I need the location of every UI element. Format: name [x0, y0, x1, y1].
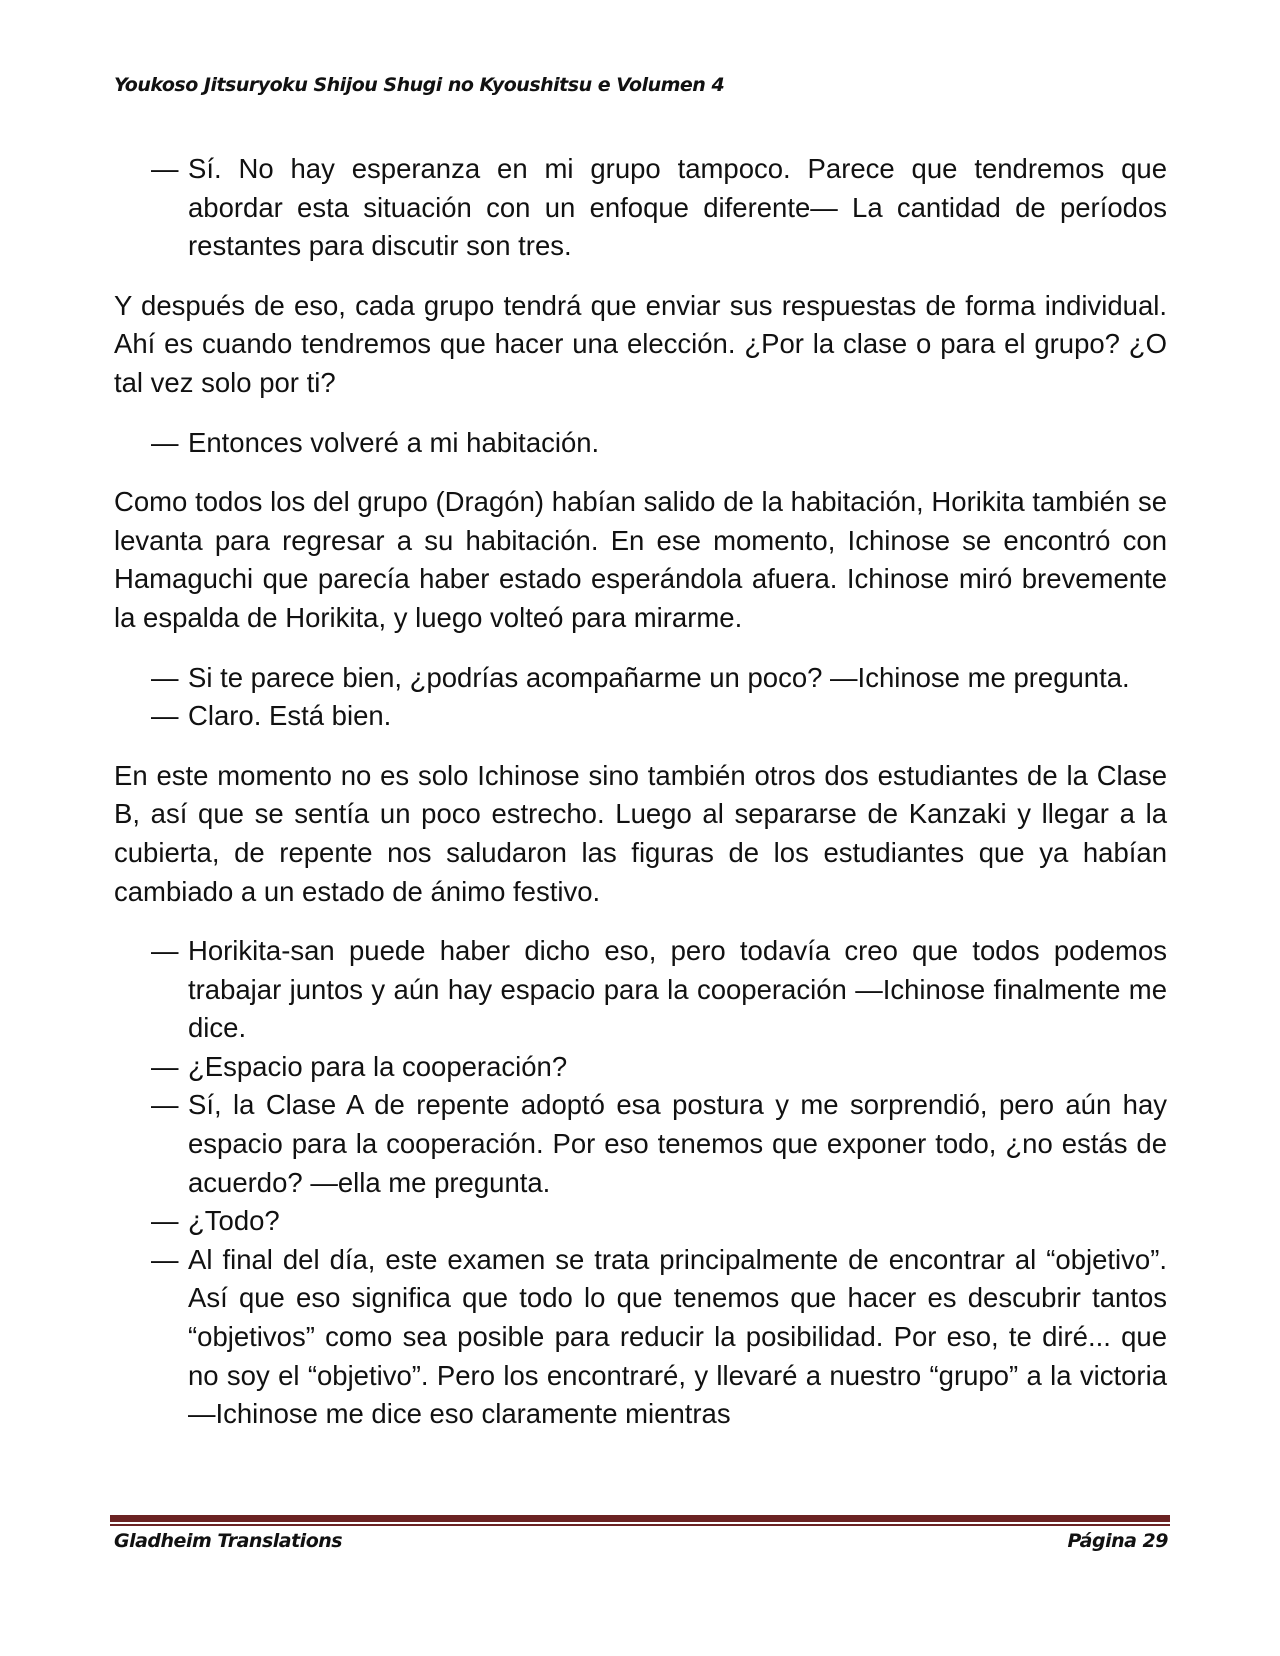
dialogue-line [114, 1048, 1167, 1087]
dialogue-dash: — [151, 153, 179, 184]
dialogue-dash: — [151, 1050, 179, 1082]
dialogue-dash: — [151, 700, 179, 732]
dialogue-line [114, 1241, 1167, 1434]
dialogue-line [114, 1086, 1167, 1202]
dialogue-dash: — [151, 1205, 179, 1237]
dialogue-dash: — [151, 1243, 179, 1275]
page-body [114, 150, 1167, 1455]
dialogue-dash: — [151, 426, 179, 458]
dialogue-group [114, 424, 1167, 463]
dialogue-group [114, 150, 1167, 266]
dialogue-dash: — [151, 661, 179, 693]
dialogue-group [114, 659, 1167, 736]
paragraph: En este momento no es solo Ichinose sino también otros dos estudiantes de la Clase B, así que se sentía un poco estrecho. Luego al separarse de Kanzaki y llegar a la cubierta, de repente nos saludaron las figuras de los estudiantes que ya habían cambiado a un estado de ánimo festivo. [114, 759, 1167, 907]
dialogue-text: Claro. Está bien. [188, 700, 392, 732]
paragraph: Como todos los del grupo (Dragón) habían salido de la habitación, Horikita también se levanta para regresar a su habitación. En ese momento, Ichinose se encontró con Hamaguchi que parecía haber estado esperándola afuera. Ichinose miró brevemente la espalda de Horikita, y luego volteó para mirarme. [114, 486, 1167, 633]
dialogue-line [114, 659, 1167, 698]
dialogue-group [114, 932, 1167, 1434]
dialogue-text: Al final del día, este examen se trata principalmente de encontrar al “objetivo”. Así que eso significa que todo lo que tenemos que hacer es descubrir tantos “objetivos” como sea posible para reducir la posibilidad. Por eso, te diré... que no soy el “objetivo”. Pero los encontraré, y llevaré a nuestro “grupo” a la victoria —Ichinose me dice eso claramente mientras [188, 1243, 1167, 1430]
footer-rule [110, 1515, 1170, 1522]
dialogue-dash: — [151, 1089, 179, 1121]
dialogue-text: ¿Todo? [188, 1205, 280, 1237]
dialogue-text: Sí, la Clase A de repente adoptó esa postura y me sorprendió, pero aún hay espacio para la cooperación. Por eso tenemos que exponer todo, ¿no estás de acuerdo? —ella me pregunta. [188, 1089, 1167, 1198]
footer-rule-thin [110, 1524, 1170, 1526]
dialogue-text: Horikita-san puede haber dicho eso, pero todavía creo que todos podemos trabajar juntos y aún hay espacio para la cooperación —Ichinose finalmente me dice. [188, 935, 1167, 1044]
page-number: Página 29 [1067, 1530, 1168, 1552]
dialogue-text: ¿Espacio para la cooperación? [188, 1050, 568, 1082]
dialogue-line [114, 697, 1167, 736]
dialogue-text: Sí. No hay esperanza en mi grupo tampoco. Parece que tendremos que abordar esta situación con un enfoque diferente— La cantidad de períodos restantes para discutir son tres. [188, 153, 1167, 262]
paragraph: Y después de eso, cada grupo tendrá que enviar sus respuestas de forma individual. Ahí es cuando tendremos que hacer una elección. ¿Por la clase o para el grupo? ¿O tal vez solo por ti? [114, 289, 1167, 398]
page-header: Youkoso Jitsuryoku Shijou Shugi no Kyoushitsu e Volumen 4 [114, 74, 725, 96]
dialogue-line [114, 150, 1167, 266]
dialogue-line [114, 1202, 1167, 1241]
dialogue-text: Si te parece bien, ¿podrías acompañarme un poco? —Ichinose me pregunta. [188, 661, 1130, 693]
dialogue-dash: — [151, 935, 179, 967]
footer-credit: Gladheim Translations [114, 1530, 343, 1552]
dialogue-text: Entonces volveré a mi habitación. [188, 426, 600, 458]
dialogue-line [114, 932, 1167, 1048]
dialogue-line [114, 424, 1167, 463]
